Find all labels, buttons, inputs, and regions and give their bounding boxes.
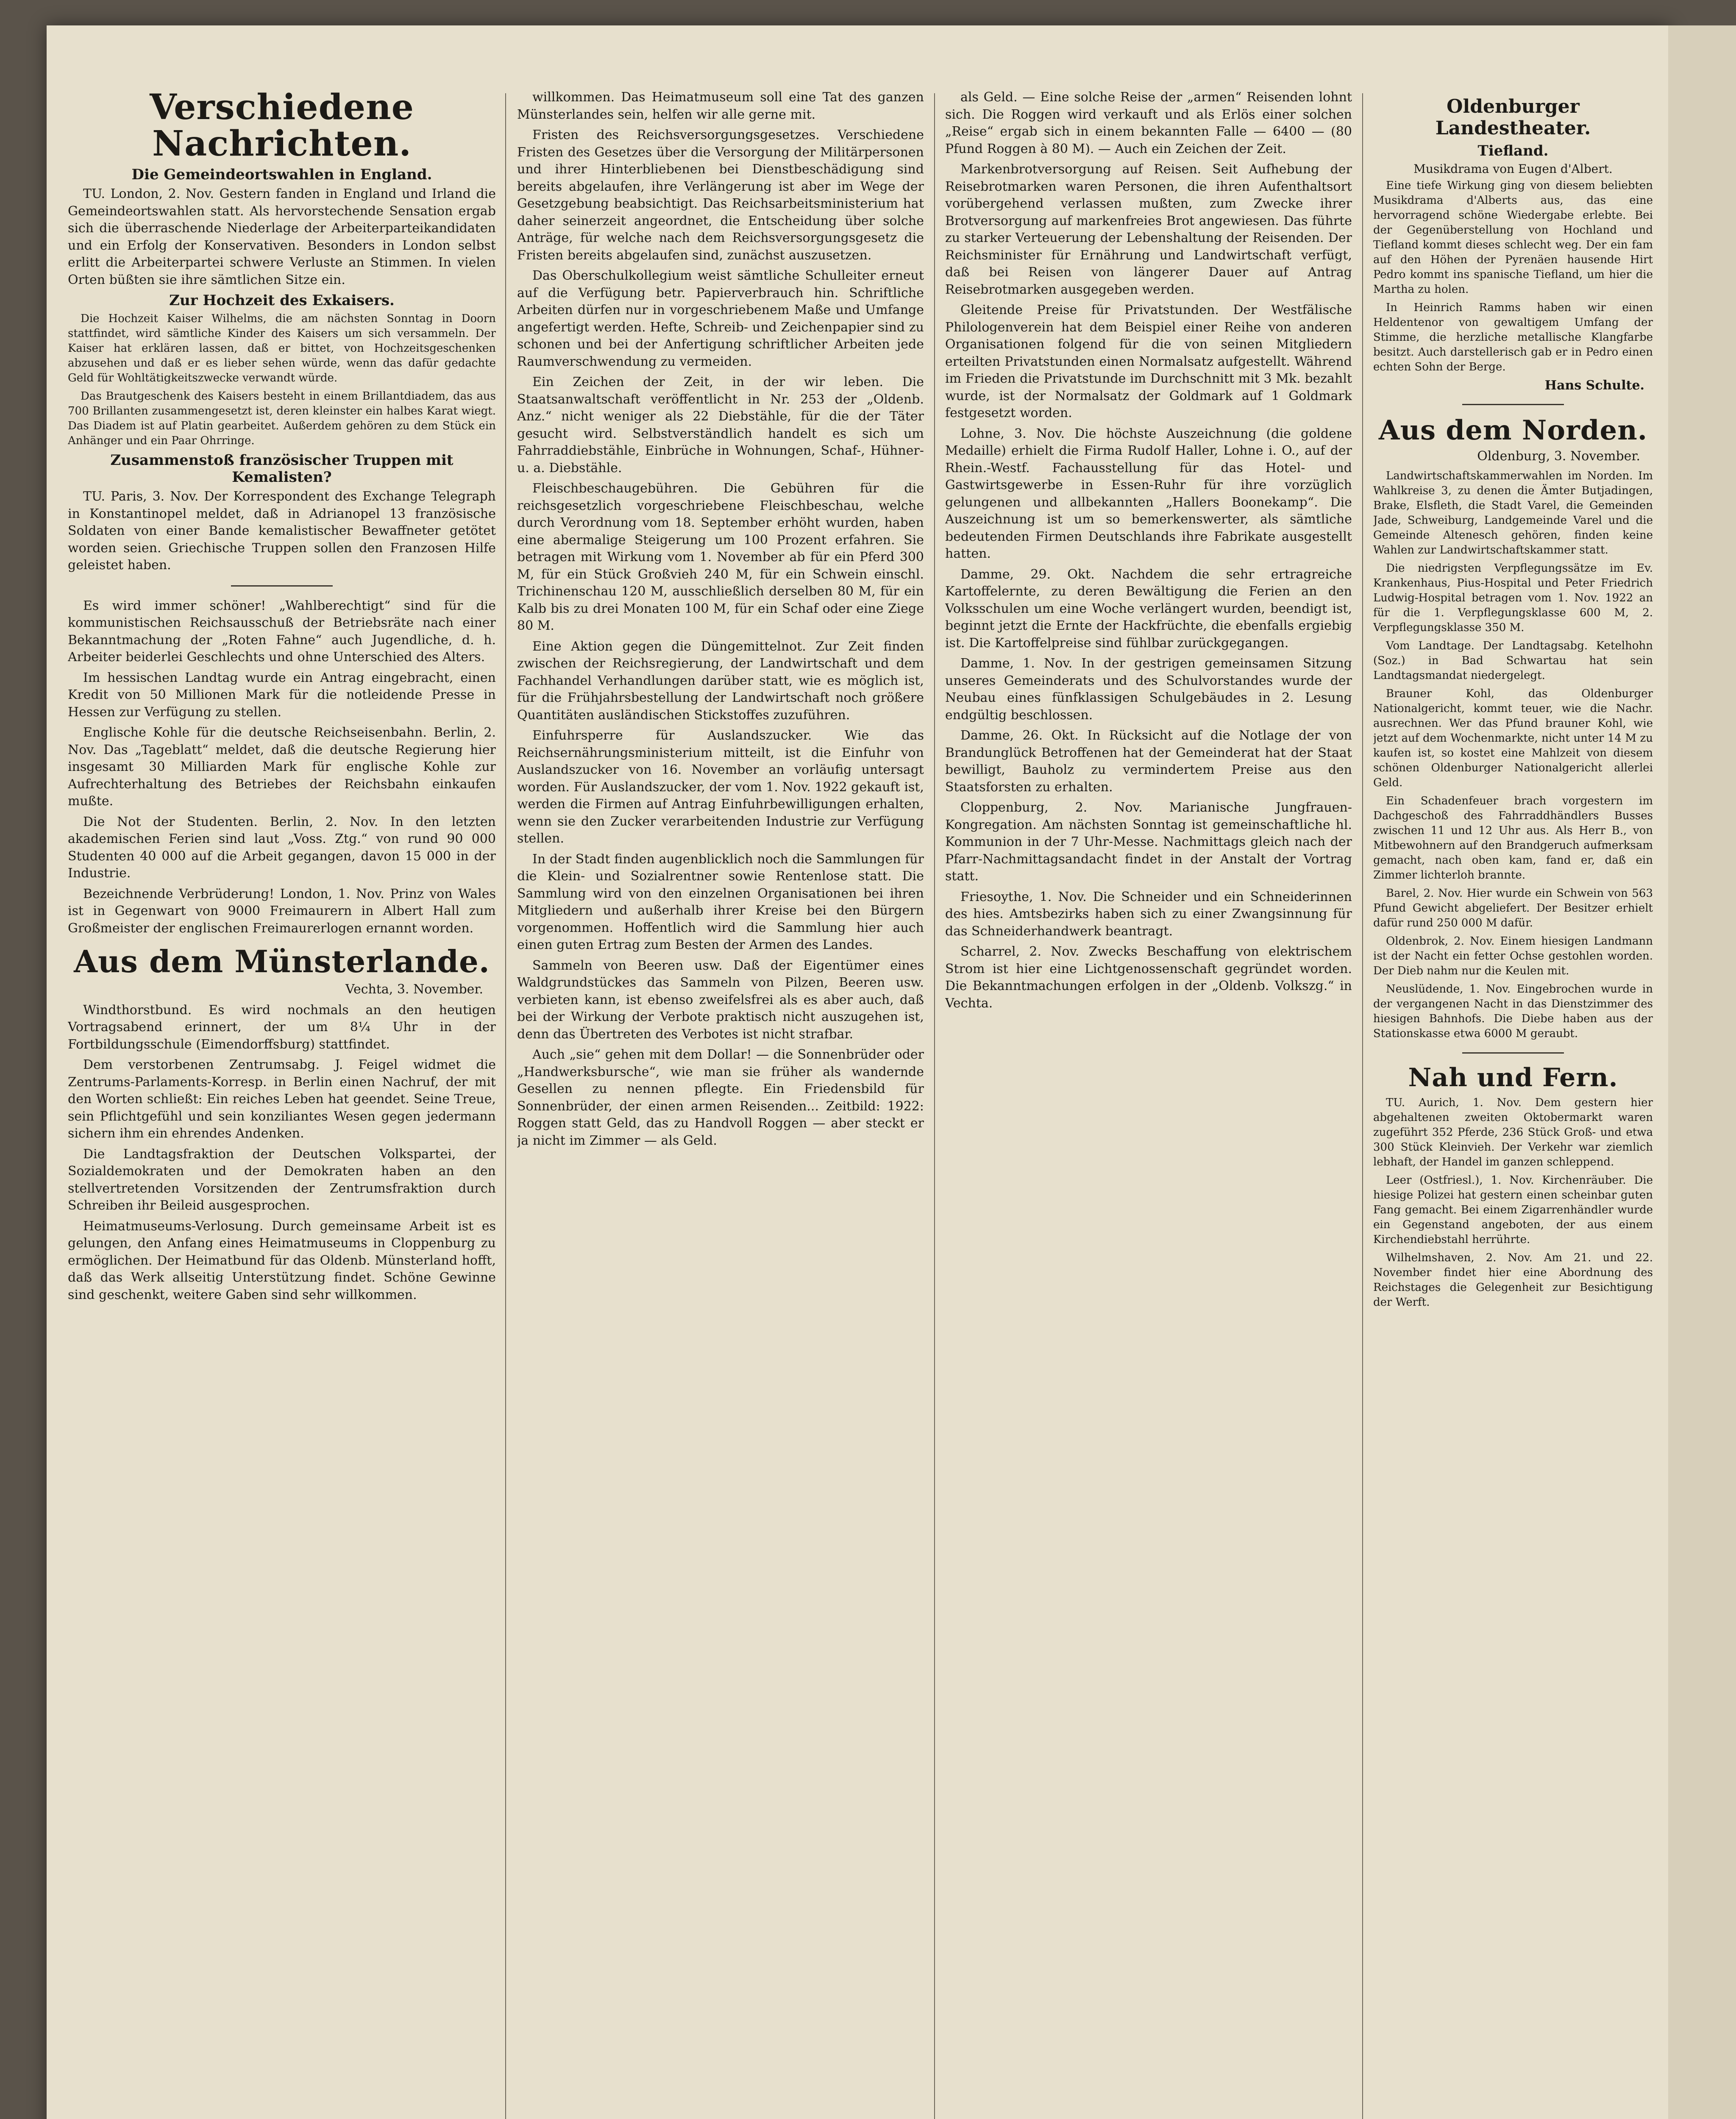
article-paragraph: Oldenbrok, 2. Nov. Einem hiesigen Landmann ist der Nacht ein fetter Ochse gestohlen worden. Der Dieb nahm nur die Keulen mit. [1373, 935, 1653, 978]
article-paragraph: Gleitende Preise für Privatstunden. Der Westfälische Philologenverein hat dem Beispiel einer Reihe von anderen Organisationen folgend für die von seinen Mitgliedern erteilten Privatstunden einen Normalsatz aufgestellt. Während im Frieden die Privatstunde im Durchschnitt mit 3 Mk. bezahlt wurde, ist der Normalsatz der Goldmark auf 1 Goldmark festgesetzt worden. [945, 303, 1352, 420]
article-paragraph: Die niedrigsten Verpflegungssätze im Ev. Krankenhaus, Pius-Hospital und Peter Friedrich Ludwig-Hospital betragen vom 1. Nov. 1922 an für die 1. Verpflegungsklasse 600 M, 2. Verpflegungsklasse 350 M. [1373, 562, 1653, 634]
article-paragraph: Fleischbeschaugebühren. Die Gebühren für die reichsgesetzlich vorgeschriebene Fleischbeschau, welche durch Verordnung vom 18. September erhöht wurden, haben eine abermalige Steigerung um 100 Prozent erfahren. Sie betragen mit Wirkung vom 1. November ab für ein Pferd 300 M, für ein Stück Großvieh 240 M, für ein Schwein einschl. Trichinenschau 120 M, ausschließlich derselben 80 M, für ein Kalb bis zu drei Monaten 100 M, für ein Schaf oder eine Ziege 80 M. [517, 481, 924, 633]
article-paragraph: Cloppenburg, 2. Nov. Marianische Jungfrauen-Kongregation. Am nächsten Sonntag ist gemeinschaftliche hl. Kommunion in der 7 Uhr-Messe. Nachmittags gleich nach der Pfarr-Nachmittagsandacht findet in der Anstalt der Vortrag statt. [945, 800, 1352, 884]
column-rule [934, 93, 935, 2119]
section-heading: Aus dem Norden. [1378, 414, 1648, 446]
column-1 [68, 89, 496, 2119]
page-edge [1668, 25, 1736, 2119]
article-paragraph: Neuslüdende, 1. Nov. Eingebrochen wurde in der vergangenen Nacht in das Dienstzimmer des hiesigen Bahnhofs. Die Diebe haben aus der Stationskasse etwa 6000 M geraubt. [1373, 983, 1653, 1040]
article-paragraph: willkommen. Das Heimatmuseum soll eine Tat des ganzen Münsterlandes sein, helfen wir alle gerne mit. [517, 90, 924, 122]
article-paragraph: Friesoythe, 1. Nov. Die Schneider und ein Schneiderinnen des hies. Amtsbezirks haben sich zu einer Zwangsinnung für das Schneiderhandwerk beantragt. [945, 889, 1352, 939]
article-title: Tiefland. [1477, 142, 1549, 159]
article-paragraph: Die Hochzeit Kaiser Wilhelms, die am nächsten Sonntag in Doorn stattfindet, wird sämtliche Kinder des Kaisers um sich versammeln. Der Kaiser hat erklären lassen, daß er bittet, von Hochzeitsgeschenken abzusehen und daß er es lieber sehen würde, wenn das dafür gedachte Geld für Wohltätigkeitszwecke verwandt würde. [68, 312, 496, 385]
dateline: Vechta, 3. November. [345, 982, 483, 997]
section-heading: Oldenburger Landestheater. [1435, 96, 1591, 139]
section-heading: Nah und Fern. [1408, 1063, 1618, 1093]
divider [1462, 1052, 1564, 1054]
article-paragraph: In Heinrich Ramms haben wir einen Heldentenor von gewaltigem Umfang der Stimme, die herzliche metallische Klangfarbe besitzt. Auch darstellerisch gab er in Pedro einen echten Sohn der Berge. [1373, 301, 1653, 373]
divider [231, 585, 333, 587]
article-paragraph: Heimatmuseums-Verlosung. Durch gemeinsame Arbeit ist es gelungen, den Anfang eines Heimatmuseums in Cloppenburg zu ermöglichen. Der Heimatbund für das Oldenb. Münsterland hofft, daß das Werk allseitig Unterstützung findet. Schöne Gewinne sind geschenkt, weitere Gaben sind sehr willkommen. [68, 1218, 496, 1302]
author-signature: Hans Schulte. [1544, 378, 1644, 393]
article-paragraph: Fristen des Reichsversorgungsgesetzes. Verschiedene Fristen des Gesetzes über die Versorgung der Militärpersonen und ihrer Hinterbliebenen bei Dienstbeschädigung sind bereits abgelaufen, ihre Verlängerung ist aber im Wege der Gesetzgebung beabsichtigt. Das Reichsarbeitsministerium hat daher seinerzeit angeordnet, die Entscheidung über solche Anträge, für welche nach dem Reichsversorgungsgesetz die Fristen bereits abgelaufen sind, zunächst auszusetzen. [517, 128, 924, 263]
article-paragraph: TU. Aurich, 1. Nov. Dem gestern hier abgehaltenen zweiten Oktobermarkt waren zugeführt 352 Pferde, 236 Stück Groß- und etwa 300 Stück Kleinvieh. Der Verkehr war ziemlich lebhaft, der Handel im ganzen schleppend. [1373, 1096, 1653, 1169]
article-paragraph: Das Oberschulkollegium weist sämtliche Schulleiter erneut auf die Verfügung betr. Papierverbrauch hin. Schriftliche Arbeiten dürfen nur in vorgeschriebenem Maße und Umfange angefertigt werden. Hefte, Schreib- und Zeichenpapier sind zu schonen und bei der Anfertigung schriftlicher Arbeiten jede Raumverschwendung zu vermeiden. [517, 268, 924, 369]
article-paragraph: Englische Kohle für die deutsche Reichseisenbahn. Berlin, 2. Nov. Das „Tageblatt“ meldet, daß die deutsche Regierung hier insgesamt 30 Milliarden Mark für englische Kohle zur Aufrechterhaltung des Betriebes der Reichsbahn einkaufen mußte. [68, 725, 496, 809]
newspaper-page [47, 25, 1670, 2119]
column-3 [945, 89, 1352, 2119]
article-paragraph: Im hessischen Landtag wurde ein Antrag eingebracht, einen Kredit von 50 Millionen Mark für die notleidende Presse in Hessen zur Verfügung zu stellen. [68, 670, 496, 720]
article-paragraph: Markenbrotversorgung auf Reisen. Seit Aufhebung der Reisebrotmarken waren Personen, die ihren Aufenthaltsort vorübergehend verlassen mußten, zum Zwecke ihrer Brotversorgung auf markenfreies Brot angewiesen. Das führte zu starker Verteuerung der Lebenshaltung der Reisenden. Der Reichsminister für Ernährung und Landwirtschaft verfügt, daß bei Reisen von längerer Dauer auf Antrag Reisebrotmarken ausgegeben werden. [945, 162, 1352, 297]
article-paragraph: Lohne, 3. Nov. Die höchste Auszeichnung (die goldene Medaille) erhielt die Firma Rudolf Haller, Lohne i. O., auf der Rhein.-Westf. Fachausstellung für das Hotel- und Gastwirtsgewerbe in Essen-Ruhr für ihre vorzüglich gelungenen und allbekannten „Hallers Boonekamp“. Die Auszeichnung ist um so bemerkenswerter, als sämtliche bedeutenden Firmen Deutschlands ihre Fabrikate ausgestellt hatten. [945, 426, 1352, 561]
article-paragraph: Sammeln von Beeren usw. Daß der Eigentümer eines Waldgrundstückes das Sammeln von Pilzen, Beeren usw. verbieten kann, ist ebenso zweifelsfrei als es aber auch, daß bei der Wirkung der Verbote praktisch nicht auszugehen ist, denn das Übertreten des Verbotes ist nicht strafbar. [517, 958, 924, 1042]
article-paragraph: Windthorstbund. Es wird nochmals an den heutigen Vortragsabend erinnert, der um 8¼ Uhr in der Fortbildungsschule (Eimendorffsburg) stattfindet. [68, 1002, 496, 1052]
article-paragraph: Leer (Ostfriesl.), 1. Nov. Kirchenräuber. Die hiesige Polizei hat gestern einen scheinbar guten Fang gemacht. Bei einem Zigarrenhändler wurde ein Gegenstand angeboten, der aus einem Kirchendiebstahl herrührte. [1373, 1174, 1653, 1246]
article-paragraph: TU. London, 2. Nov. Gestern fanden in England und Irland die Gemeindeortswahlen statt. Als hervorstechende Sensation ergab sich die überraschende Niederlage der Arbeiterparteikandidaten und ein Erfolg der Konservativen. Besonders in London selbst erlitt die Arbeiterpartei schwere Verluste an Stimmen. In vielen Orten büßten sie ihre sämtlichen Sitze ein. [68, 186, 496, 287]
article-paragraph: Barel, 2. Nov. Hier wurde ein Schwein von 563 Pfund Gewicht abgeliefert. Der Besitzer erhielt dafür rund 250 000 M dafür. [1373, 887, 1653, 930]
section-heading: Verschiedene Nachrichten. [150, 89, 414, 164]
article-paragraph: Damme, 26. Okt. In Rücksicht auf die Notlage der von Brandunglück Betroffenen hat der Gemeinderat hat der Staat bewilligt, Bauholz zu vermindertem Preise aus den Staatsforsten zu erhalten. [945, 728, 1352, 795]
article-paragraph: Eine tiefe Wirkung ging von diesem beliebten Musikdrama d'Alberts aus, das eine hervorragend schöne Wiedergabe erlebte. Bei der Gegenüberstellung von Hochland und Tiefland kommt dieses schlecht weg. Der ein fam auf den Höhen der Pyrenäen hausende Hirt Pedro kommt ins spanische Tiefland, um hier die Martha zu holen. [1373, 179, 1653, 296]
article-paragraph: Vom Landtage. Der Landtagsabg. Ketelhohn (Soz.) in Bad Schwartau hat sein Landtagsmandat niedergelegt. [1373, 640, 1653, 682]
article-paragraph: Damme, 1. Nov. In der gestrigen gemeinsamen Sitzung unseres Gemeinderats und des Schulvorstandes wurde der Neubau eines fünfklassigen Schulgebäudes in 2. Lesung endgültig beschlossen. [945, 656, 1352, 723]
dateline: Oldenburg, 3. November. [1477, 449, 1640, 464]
article-paragraph: Die Not der Studenten. Berlin, 2. Nov. In den letzten akademischen Ferien sind laut „Voss. Ztg.“ von rund 90 000 Studenten 40 000 auf die Arbeit gegangen, davon 15 000 in der Industrie. [68, 814, 496, 881]
article-paragraph: als Geld. — Eine solche Reise der „armen“ Reisenden lohnt sich. Die Roggen wird verkauft und als Erlös einer solchen „Reise“ ergab sich in einem bekannten Falle — 6400 — (80 Pfund Roggen à 80 M). — Auch ein Zeichen der Zeit. [945, 90, 1352, 156]
section-heading: Aus dem Münsterlande. [74, 943, 490, 980]
article-paragraph: In der Stadt finden augenblicklich noch die Sammlungen für die Klein- und Sozialrentner sowie Rentenlose statt. Die Sammlung wird von den einzelnen Organisationen bei ihren Mitgliedern und außerhalb ihrer Kreise bei den Bürgern vorgenommen. Hoffentlich wird die Sammlung hier auch einen guten Ertrag zum Besten der Armen des Landes. [517, 851, 924, 952]
article-title: Zusammenstoß französischer Truppen mit Kemalisten? [110, 452, 453, 486]
article-paragraph: Die Landtagsfraktion der Deutschen Volkspartei, der Sozialdemokraten und der Demokraten haben an den stellvertretenden Vorsitzenden der Zentrumsfraktion durch Schreiben ihr Beileid ausgesprochen. [68, 1146, 496, 1213]
article-title: Die Gemeindeortswahlen in England. [131, 166, 432, 184]
column-rule [505, 93, 506, 2119]
article-paragraph: Eine Aktion gegen die Düngemittelnot. Zur Zeit finden zwischen der Reichsregierung, der Landwirtschaft und dem Fachhandel Verhandlungen darüber statt, wie es möglich ist, für die Frühjahrsbestellung der Landwirtschaft noch größere Quantitäten ausländischen Stickstoffes zuzuführen. [517, 639, 924, 723]
article-paragraph: Brauner Kohl, das Oldenburger Nationalgericht, kommt teuer, wie die Nachr. ausrechnen. Wer das Pfund brauner Kohl, wie jetzt auf dem Wochenmarkte, nicht unter 14 M zu kaufen ist, so kostet eine Mahlzeit von diesem schönen Oldenburger Nationalgericht allerlei Geld. [1373, 687, 1653, 790]
article-paragraph: Bezeichnende Verbrüderung! London, 1. Nov. Prinz von Wales ist in Gegenwart von 9000 Freimaurern in Albert Hall zum Großmeister der englischen Freimaurerlogen ernannt worden. [68, 886, 496, 936]
article-paragraph: Wilhelmshaven, 2. Nov. Am 21. und 22. November findet hier eine Abordnung des Reichstages die Gelegenheit zur Besichtigung der Werft. [1373, 1251, 1653, 1309]
article-paragraph: Einfuhrsperre für Auslandszucker. Wie das Reichsernährungsministerium mitteilt, ist die Einfuhr von Auslandszucker von 16. November an vorläufig untersagt worden. Für Auslandszucker, der vom 1. Nov. 1922 gekauft ist, werden die Firmen auf Antrag Einfuhrbewilligungen erhalten, wenn sie den Zucker verarbeitenden Industrie zur Verfügung stellen. [517, 728, 924, 846]
article-paragraph: Dem verstorbenen Zentrumsabg. J. Feigel widmet die Zentrums-Parlaments-Korresp. in Berlin einen Nachruf, der mit den Worten schließt: Ein reiches Leben hat geendet. Seine Treue, sein Pflichtgefühl und sein konziliantes Wesen gegen jedermann sichern ihm ein ehrendes Andenken. [68, 1057, 496, 1141]
column-4 [1373, 89, 1653, 2119]
article-paragraph: Das Brautgeschenk des Kaisers besteht in einem Brillantdiadem, das aus 700 Brillanten zusammengesetzt ist, deren kleinster ein halbes Karat wiegt. Das Diadem ist auf Platin gearbeitet. Außerdem gehören zu dem Stück ein Anhänger und ein Paar Ohrringe. [68, 390, 496, 448]
article-kicker: Musikdrama von Eugen d'Albert. [1413, 162, 1613, 176]
article-paragraph: TU. Paris, 3. Nov. Der Korrespondent des Exchange Telegraph in Konstantinopel meldet, daß in Adrianopel 13 französische Soldaten von einer Bande kemalistischer Bewaffneter getötet worden seien. Griechische Truppen sollen den Franzosen Hilfe geleistet haben. [68, 489, 496, 573]
article-paragraph: Ein Schadenfeuer brach vorgestern im Dachgeschoß des Fahrraddhändlers Busses zwischen 11 und 12 Uhr aus. Als Herr B., von Mitbewohnern auf den Brandgeruch aufmerksam gemacht, nach oben kam, fand er, daß ein Zimmer lichterloh brannte. [1373, 795, 1653, 882]
article-paragraph: Auch „sie“ gehen mit dem Dollar! — die Sonnenbrüder oder „Handwerksbursche“, wie man sie früher als wandernde Gesellen zu nennen pflegte. Ein Friedensbild für Sonnenbrüder, der einen armen Reisenden... Zeitbild: 1922: Roggen statt Geld, das zu Handvoll Roggen — aber steckt er ja nicht im Zimmer — als Geld. [517, 1047, 924, 1148]
article-paragraph: Scharrel, 2. Nov. Zwecks Beschaffung von elektrischem Strom ist hier eine Lichtgenossenschaft gegründet worden. Die Bekanntmachungen erfolgen in der „Oldenb. Volkszg.“ in Vechta. [945, 944, 1352, 1011]
article-paragraph: Landwirtschaftskammerwahlen im Norden. Im Wahlkreise 3, zu denen die Ämter Butjadingen, Brake, Elsfleth, die Stadt Varel, die Gemeinden Jade, Schweiburg, Landgemeinde Varel und die Gemeinde Altenesch gehören, finden keine Wahlen zur Landwirtschaftskammer statt. [1373, 470, 1653, 557]
column-2 [517, 89, 924, 2119]
article-paragraph: Es wird immer schöner! „Wahlberechtigt“ sind für die kommunistischen Reichsausschuß der Betriebsräte nach einer Bekanntmachung der „Roten Fahne“ auch Jugendliche, d. h. Arbeiter beiderlei Geschlechts und ohne Unterschied des Alters. [68, 598, 496, 665]
column-rule [1362, 93, 1363, 2119]
divider [1462, 404, 1564, 405]
article-paragraph: Damme, 29. Okt. Nachdem die sehr ertragreiche Kartoffelernte, zu deren Bewältigung die Ferien an den Volksschulen um eine Woche verlängert wurden, beendigt ist, beginnt jetzt die Ernte der Hackfrüchte, die ebenfalls ergiebig ist. Die Kartoffelpreise sind fühlbar zurückgegangen. [945, 567, 1352, 651]
article-paragraph: Ein Zeichen der Zeit, in der wir leben. Die Staatsanwaltschaft veröffentlicht in Nr. 253 der „Oldenb. Anz.“ nicht weniger als 22 Diebstähle, für die der Täter gesucht wird. Selbstverständlich handelt es sich um Fahrraddiebstähle, Einbrüche in Wohnungen, Schaf-, Hühner- u. a. Diebstähle. [517, 375, 924, 476]
article-title: Zur Hochzeit des Exkaisers. [169, 292, 395, 309]
